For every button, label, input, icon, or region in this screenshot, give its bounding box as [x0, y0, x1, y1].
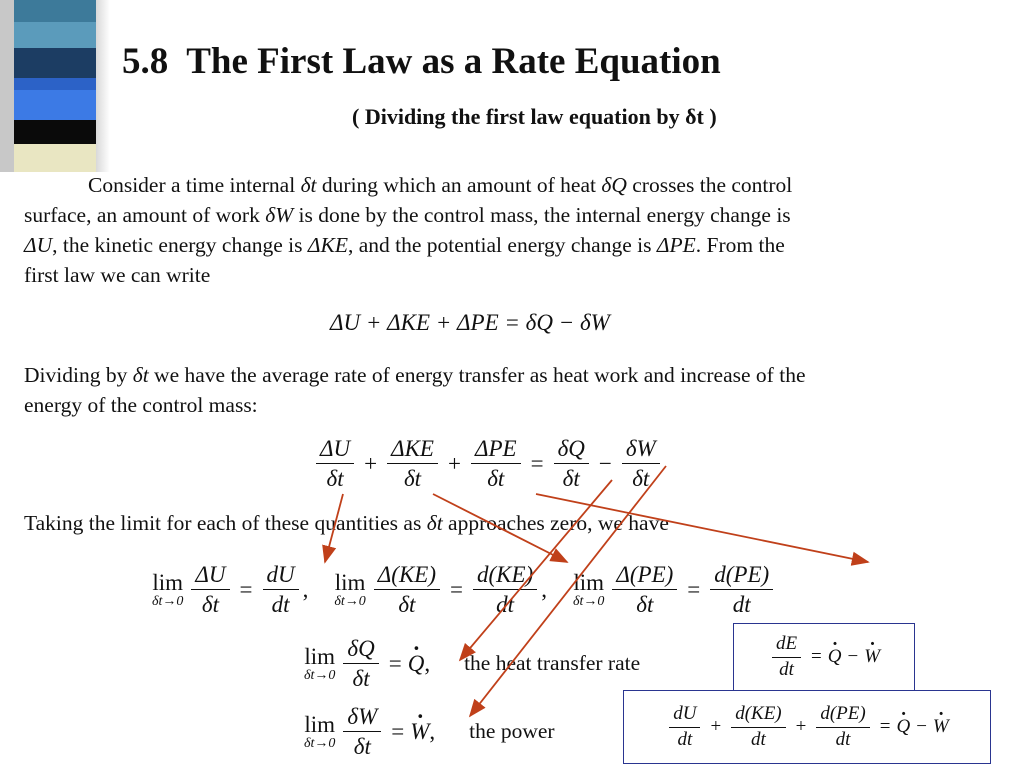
math-var: δt [426, 511, 443, 535]
text-line: first law we can write [24, 263, 211, 287]
fraction [710, 562, 773, 618]
stripe [14, 144, 96, 172]
section-number: 5.8 [122, 41, 169, 82]
operator: + [447, 450, 461, 476]
limit-operator [334, 571, 365, 609]
q-dot: · Q [408, 651, 425, 677]
numerator: δW [622, 436, 660, 464]
denominator: δt [353, 734, 371, 760]
lim-subscript: δt→0 [304, 735, 336, 751]
text-line [24, 360, 805, 390]
paragraph-limit [24, 508, 669, 538]
stripe [14, 120, 96, 144]
denominator: dt [779, 658, 794, 680]
fraction [554, 436, 589, 492]
stripe [14, 48, 96, 78]
text-line [24, 508, 669, 538]
lim-subscript: δt→0 [572, 593, 605, 609]
numerator: dE [772, 634, 801, 658]
decorative-stripe-bar [0, 0, 110, 172]
fraction [343, 704, 381, 760]
math-var: ΔKE [307, 233, 348, 257]
text-line [24, 200, 792, 230]
expanded-rate-box [623, 690, 991, 764]
limit-operator [152, 571, 183, 609]
text: during which an amount of heat [316, 173, 602, 197]
numerator: d(KE) [731, 704, 785, 728]
lim-subscript: δt→0 [152, 593, 184, 609]
numerator: δW [343, 704, 381, 732]
text: Consider a time internal [88, 173, 301, 197]
lim-subscript: δt→0 [334, 593, 366, 609]
math-var: δt [132, 363, 149, 387]
text: , the kinetic energy change is [52, 233, 308, 257]
average-rate-equation [312, 436, 664, 492]
denominator: δt [326, 466, 344, 492]
limits-row-1 [152, 562, 777, 618]
text: . From the [695, 233, 785, 257]
text-line [24, 230, 792, 260]
comma: , [429, 718, 436, 744]
numerator: ΔPE [471, 436, 521, 464]
numerator: δQ [554, 436, 589, 464]
operator: + [710, 716, 722, 737]
text: approaches zero, we have [442, 511, 669, 535]
operator: + [795, 716, 807, 737]
numerator: d(PE) [710, 562, 773, 590]
q-dot: · Q [896, 716, 910, 738]
fraction [816, 704, 869, 751]
fraction [612, 562, 677, 618]
numerator: d(PE) [816, 704, 869, 728]
fraction [387, 436, 438, 492]
math-var: δW [265, 203, 294, 227]
operator: = [687, 576, 701, 602]
denominator: δt [352, 666, 370, 692]
comma: , [302, 576, 309, 602]
numerator: ΔU [191, 562, 229, 590]
math-var: ΔPE [656, 233, 696, 257]
heat-transfer-rate-label: the heat transfer rate [464, 651, 641, 676]
operator: − [598, 450, 612, 476]
denominator: dt [835, 728, 851, 750]
text: surface, an amount of work [24, 203, 266, 227]
numerator: ΔU [316, 436, 354, 464]
title-text: The First Law as a Rate Equation [186, 41, 721, 82]
limits-row-heat [304, 636, 640, 692]
limit-operator [304, 645, 335, 683]
fraction [343, 636, 378, 692]
lim-word: lim [573, 569, 604, 595]
w-dot: · W [410, 719, 429, 745]
denominator: δt [636, 592, 654, 618]
stripe [14, 0, 96, 22]
stripe [14, 22, 96, 48]
denominator: δt [201, 592, 219, 618]
lim-word: lim [304, 643, 336, 669]
text-line: energy of the control mass: [24, 393, 258, 417]
numerator: Δ(PE) [612, 562, 677, 590]
lim-word: lim [152, 569, 184, 595]
operator: − [916, 716, 927, 737]
operator: = [388, 650, 402, 676]
q-dot: · Q [828, 646, 842, 668]
text: , and the potential energy change is [347, 233, 657, 257]
fraction [473, 562, 537, 618]
denominator: δt [403, 466, 422, 492]
text: we have the average rate of energy transfer as heat work and increase of the [148, 363, 806, 387]
denominator: dt [751, 728, 766, 750]
power-label: the power [469, 719, 555, 744]
lim-subscript: δt→0 [304, 667, 336, 683]
lim-word: lim [334, 569, 366, 595]
first-law-equation [330, 310, 610, 336]
denominator: δt [398, 592, 416, 618]
operator: = [450, 576, 463, 602]
denominator: dt [732, 592, 751, 618]
operator: + [364, 450, 378, 476]
energy-rate-box [733, 623, 915, 691]
denominator: dt [677, 728, 693, 750]
text: Taking the limit for each of these quantities as [24, 511, 427, 535]
math-var: ΔU [24, 233, 53, 257]
operator: = [811, 646, 822, 667]
text-line [24, 170, 792, 200]
denominator: dt [271, 592, 290, 618]
w-dot: · W [864, 646, 880, 668]
numerator: δQ [343, 636, 378, 664]
slide-title [122, 40, 721, 83]
w-dot: · W [933, 716, 949, 738]
stripe [0, 0, 14, 172]
operator: = [239, 576, 253, 602]
limit-operator [573, 571, 604, 609]
math-var: δQ [601, 173, 627, 197]
numerator: dU [669, 704, 700, 728]
fraction [263, 562, 299, 618]
denominator: δt [487, 466, 505, 492]
numerator: dU [263, 562, 299, 590]
operator: − [847, 646, 859, 667]
text: is done by the control mass, the internal energy change is [293, 203, 791, 227]
math-var: δt [300, 173, 317, 197]
numerator: d(KE) [473, 562, 537, 590]
denominator: δt [632, 466, 650, 492]
denominator: dt [496, 592, 515, 618]
equation-text: ΔU + ΔKE + ΔPE = δQ − δW [330, 310, 610, 335]
stripe [96, 0, 110, 172]
numerator: ΔKE [387, 436, 438, 464]
text: crosses the control [626, 173, 793, 197]
fraction [731, 704, 785, 751]
lim-word: lim [304, 711, 336, 737]
operator: = [391, 718, 405, 744]
fraction [316, 436, 354, 492]
fraction [191, 562, 229, 618]
fraction [772, 634, 801, 681]
operator: = [879, 716, 891, 737]
limits-row-power [304, 704, 555, 760]
comma: , [424, 650, 431, 676]
paragraph-dividing [24, 360, 805, 420]
stripe [14, 90, 96, 120]
stripe [14, 78, 96, 90]
fraction [374, 562, 440, 618]
slide-subtitle: ( Dividing the first law equation by δt ) [352, 104, 717, 129]
operator: = [530, 450, 544, 476]
numerator: Δ(KE) [374, 562, 440, 590]
paragraph-intro [24, 170, 792, 290]
fraction [471, 436, 521, 492]
fraction [669, 704, 700, 751]
limit-operator [304, 713, 335, 751]
comma: , [541, 576, 547, 602]
text: Dividing by [24, 363, 133, 387]
denominator: δt [562, 466, 580, 492]
fraction [622, 436, 660, 492]
